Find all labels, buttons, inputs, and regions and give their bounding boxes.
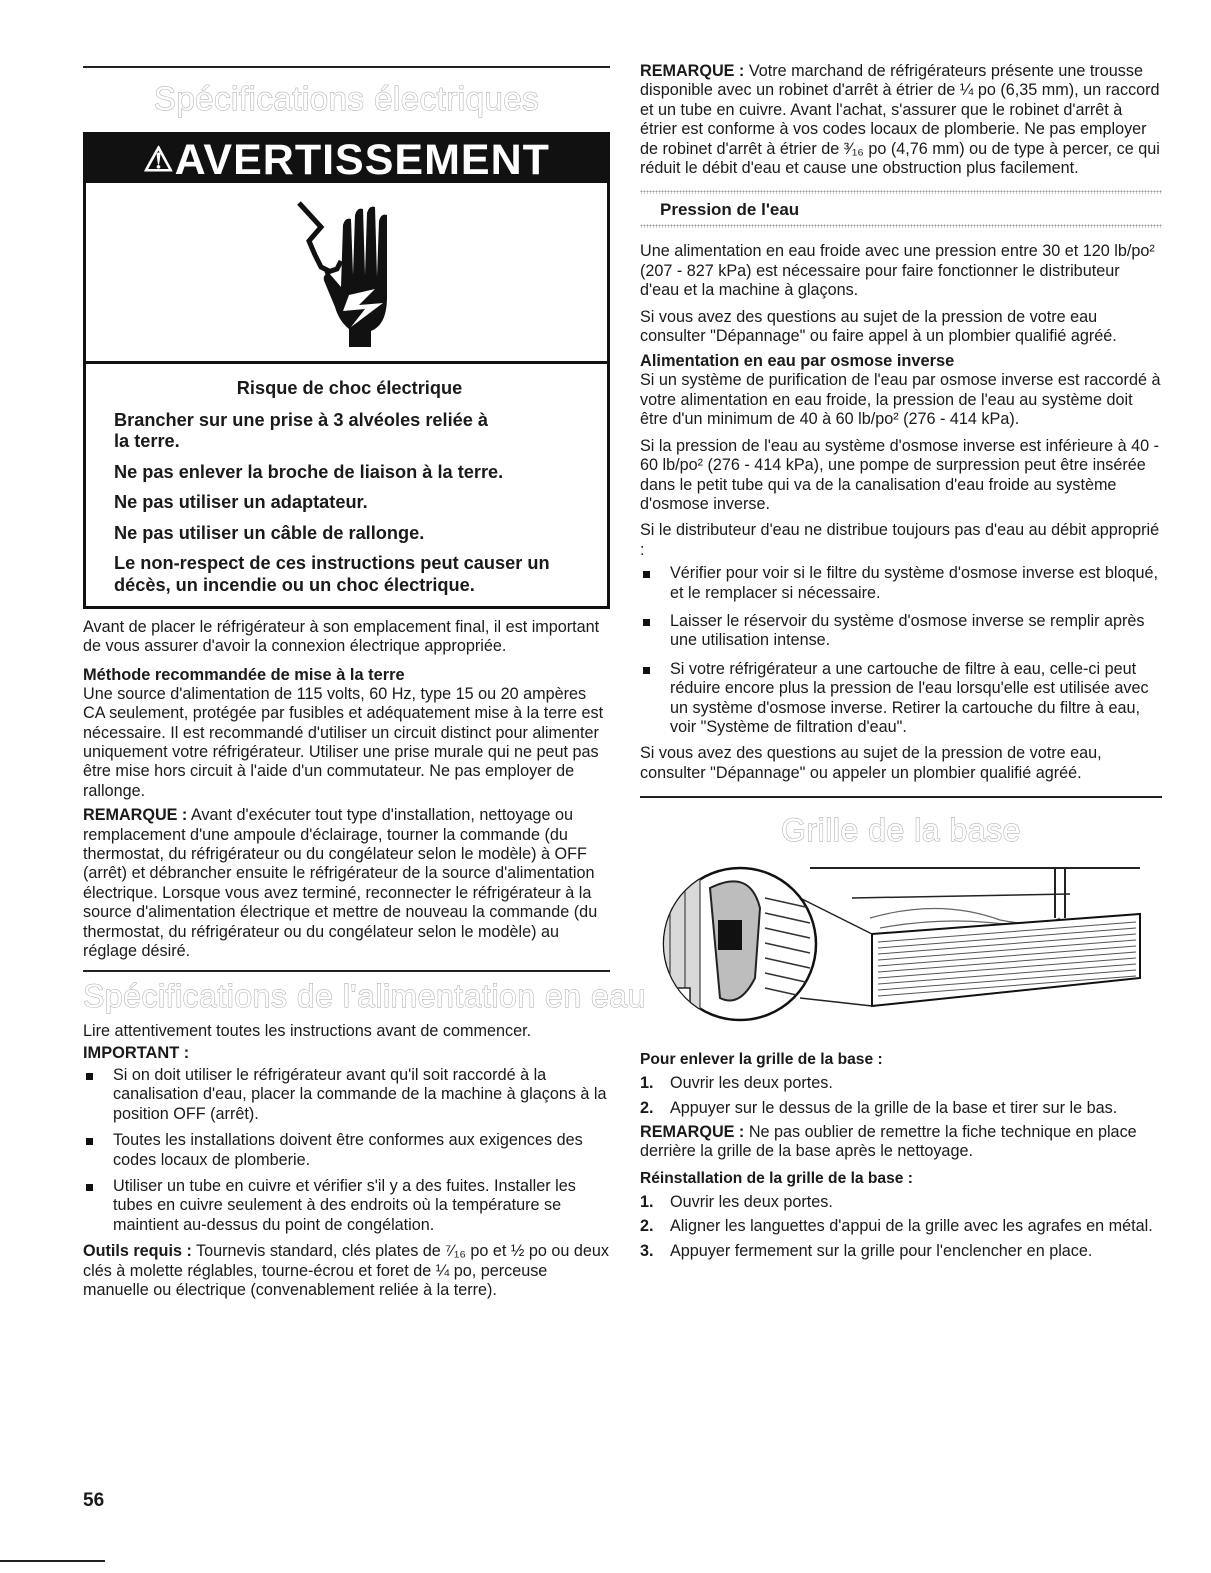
electric-shock-illustration xyxy=(86,183,607,364)
section-divider xyxy=(83,66,610,68)
tools-label: Outils requis : xyxy=(83,1242,192,1261)
dotted-divider xyxy=(640,224,1162,228)
right-column xyxy=(640,0,1162,1261)
list-item xyxy=(640,564,1162,603)
note-text: Avant d'exécuter tout type d'installation, nettoyage ou remplacement d'une ampoule d'éclairage, tourner la commande (du thermostat, du réfrigérateur ou du congélateur selon le modèle) à OFF (arrêt) et débrancher ensuite le réfrigérateur de la source d'alimentation électrique. Lorsque vous avez terminé, reconnecter le réfrigérateur à la source d'alimentation électrique et mettre de nouveau la commande (du thermostat, du réfrigérateur ou du congélateur selon le modèle) au réglage désiré. xyxy=(83,806,598,961)
warning-line: Ne pas utiliser un adaptateur. xyxy=(114,492,368,512)
list-item: 2. Aligner les languettes d'appui de la grille avec les agrafes en métal. xyxy=(640,1217,1153,1236)
tools-paragraph xyxy=(83,1242,610,1300)
list-item: 2. Appuyer sur le dessus de la grille de la base et tirer sur le bas. xyxy=(640,1098,1118,1117)
list-item-text: Appuyer sur le dessus de la grille de la base et tirer sur le bas. xyxy=(670,1098,1118,1117)
remove-heading: Pour enlever la grille de la base : xyxy=(640,1051,883,1069)
warning-header-label: AVERTISSEMENT xyxy=(174,136,550,183)
list-item: 1. Ouvrir les deux portes. xyxy=(640,1192,833,1211)
page-number: 56 xyxy=(83,1490,105,1511)
water-intro: Lire attentivement toutes les instructions avant de commencer. xyxy=(83,1021,532,1040)
kit-note-paragraph xyxy=(640,62,1162,178)
ro-paragraph: Si vous avez des questions au sujet de la pression de votre eau, consulter "Dépannage" ou appeler un plombier qualifié agréé. xyxy=(640,744,1102,782)
list-item-text: Ouvrir les deux portes. xyxy=(670,1192,833,1211)
list-item-text: Si votre réfrigérateur a une cartouche de filtre à eau, celle-ci peut réduire encore plus la pression de l'eau lorsqu'elle est utilisée avec un système d'osmose inverse. Retirer la cartouche du filtre à eau, voir "Système de filtration d'eau". xyxy=(670,659,1149,736)
important-label: IMPORTANT : xyxy=(83,1043,190,1062)
ro-paragraph: Si la pression de l'eau au système d'osmose inverse est inférieure à 40 - 60 lb/po² (276 - 414 kPa), une pompe de surpression peut être insérée dans le petit tube qui va de la canalisation d'eau froide au système d'osmose inverse. xyxy=(640,436,1160,513)
pressure-paragraph: Si vous avez des questions au sujet de la pression de votre eau consulter "Dépannage" ou faire appel à un plombier qualifié agréé. xyxy=(640,307,1117,346)
intro-paragraph: Avant de placer le réfrigérateur à son emplacement final, il est important de vous assurer d'avoir la connexion électrique appropriée. xyxy=(83,618,600,656)
list-item-text: Laisser le réservoir du système d'osmose inverse se remplir après une utilisation intense. xyxy=(670,611,1145,650)
shock-hand-icon xyxy=(291,197,401,347)
list-item-text: Toutes les installations doivent être conformes aux exigences des codes locaux de plomberie. xyxy=(113,1131,583,1169)
footer-rule xyxy=(0,1560,105,1562)
note-label: REMARQUE : xyxy=(83,806,188,825)
note-text: Ne pas oublier de remettre la fiche technique en place derrière la grille de la base après le nettoyage. xyxy=(640,1123,1137,1161)
water-specs-title: Spécifications de l'alimentation en eau xyxy=(83,977,646,1014)
reinstall-heading: Réinstallation de la grille de la base : xyxy=(640,1169,913,1187)
warning-triangle-icon: ⚠ xyxy=(143,141,175,179)
note-label: REMARQUE : xyxy=(640,1123,745,1141)
list-item xyxy=(640,660,1162,738)
pressure-paragraph: Une alimentation en eau froide avec une pression entre 30 et 120 lb/po² (207 - 827 kPa) est nécessaire pour faire fonctionner le distributeur d'eau et la machine à glaçons. xyxy=(640,242,1155,300)
warning-box xyxy=(83,132,610,609)
warning-risk-title: Risque de choc électrique xyxy=(236,378,463,398)
warning-line: Ne pas enlever la broche de liaison à la terre. xyxy=(114,461,504,482)
base-grille-diagram xyxy=(640,858,1162,1044)
note-label: REMARQUE : xyxy=(640,62,745,80)
ro-paragraph: Si le distributeur d'eau ne distribue toujours pas d'eau au débit approprié : xyxy=(640,521,1160,559)
left-column xyxy=(83,0,646,1300)
dotted-divider xyxy=(640,190,1162,194)
ground-paragraph: Une source d'alimentation de 115 volts, 60 Hz, type 15 ou 20 ampères CA seulement, protégée par fusibles et adéquatement mise à la terre est nécessaire. Il est recommandé d'utiliser un circuit distinct pour alimenter uniquement votre réfrigérateur. Utiliser une prise murale qui ne peut pas être mise hors circuit à l'aide d'un commutateur. Ne pas employer de rallonge. xyxy=(83,684,604,800)
warning-line: Le non-respect de ces instructions peut causer un décès, un incendie ou un choc électrique. xyxy=(114,553,550,595)
list-item-text: Ouvrir les deux portes. xyxy=(670,1074,833,1093)
warning-header xyxy=(86,135,607,183)
list-item xyxy=(83,1066,610,1124)
ro-paragraph: Si un système de purification de l'eau par osmose inverse est raccordé à votre alimentation en eau froide, la pression de l'eau au système doit être d'un minimum de 40 à 60 lb/po² (276 - 414 kPa). xyxy=(640,371,1161,429)
pressure-heading: Pression de l'eau xyxy=(660,200,800,220)
base-grille-illustration xyxy=(640,858,1162,1044)
section-divider xyxy=(640,796,1162,798)
ground-heading: Méthode recommandée de mise à la terre xyxy=(83,665,405,684)
tools-text: Tournevis standard, clés plates de ⁷⁄₁₆ po et ½ po ou deux clés à molette réglables, tourne-écrou et foret de ¼ po, perceuse manuelle ou électrique (convenablement reliée à la terre). xyxy=(83,1242,609,1299)
list-item-text: Si on doit utiliser le réfrigérateur avant qu'il soit raccordé à la canalisation d'eau, placer la commande de la machine à glaçons à la position OFF (arrêt). xyxy=(113,1065,607,1123)
note-paragraph xyxy=(83,806,610,961)
ro-heading: Alimentation en eau par osmose inverse xyxy=(640,352,955,371)
electrical-specs-title: Spécifications électriques xyxy=(153,80,540,117)
list-item xyxy=(83,1131,610,1170)
warning-line: Ne pas utiliser un câble de rallonge. xyxy=(114,522,425,543)
list-item-text: Utiliser un tube en cuivre et vérifier s'il y a des fuites. Installer les tubes en cuivre seulement à des endroits où la température se maintient au-dessus du point de congélation. xyxy=(113,1176,576,1234)
list-item: 1. Ouvrir les deux portes. xyxy=(640,1074,833,1093)
list-item-text: Aligner les languettes d'appui de la grille avec les agrafes en métal. xyxy=(670,1217,1153,1236)
warning-line: Brancher sur une prise à 3 alvéoles reliée à la terre. xyxy=(114,409,489,451)
grille-note-paragraph xyxy=(640,1123,1162,1162)
section-divider xyxy=(83,970,610,972)
list-item: 3. Appuyer fermement sur la grille pour l'enclencher en place. xyxy=(640,1241,1093,1260)
grille-title: Grille de la base xyxy=(781,812,1021,849)
list-item-text: Appuyer fermement sur la grille pour l'enclencher en place. xyxy=(670,1241,1093,1260)
note-text: Votre marchand de réfrigérateurs présente une trousse disponible avec un robinet d'arrêt à étrier de ¼ po (6,35 mm), un raccord et un tube en cuivre. Avant l'achat, s'assurer que le robinet d'arrêt à étrier est conforme à vos codes locaux de plomberie. Ne pas employer de robinet d'arrêt à étrier de ³⁄₁₆ po (4,76 mm) ou de type à percer, ce qui réduit le débit d'eau et cause une obstruction plus facilement. xyxy=(640,62,1160,178)
list-item-text: Vérifier pour voir si le filtre du système d'osmose inverse est bloqué, et le remplacer si nécessaire. xyxy=(670,564,1159,602)
list-item xyxy=(640,612,1162,651)
list-item xyxy=(83,1177,610,1235)
